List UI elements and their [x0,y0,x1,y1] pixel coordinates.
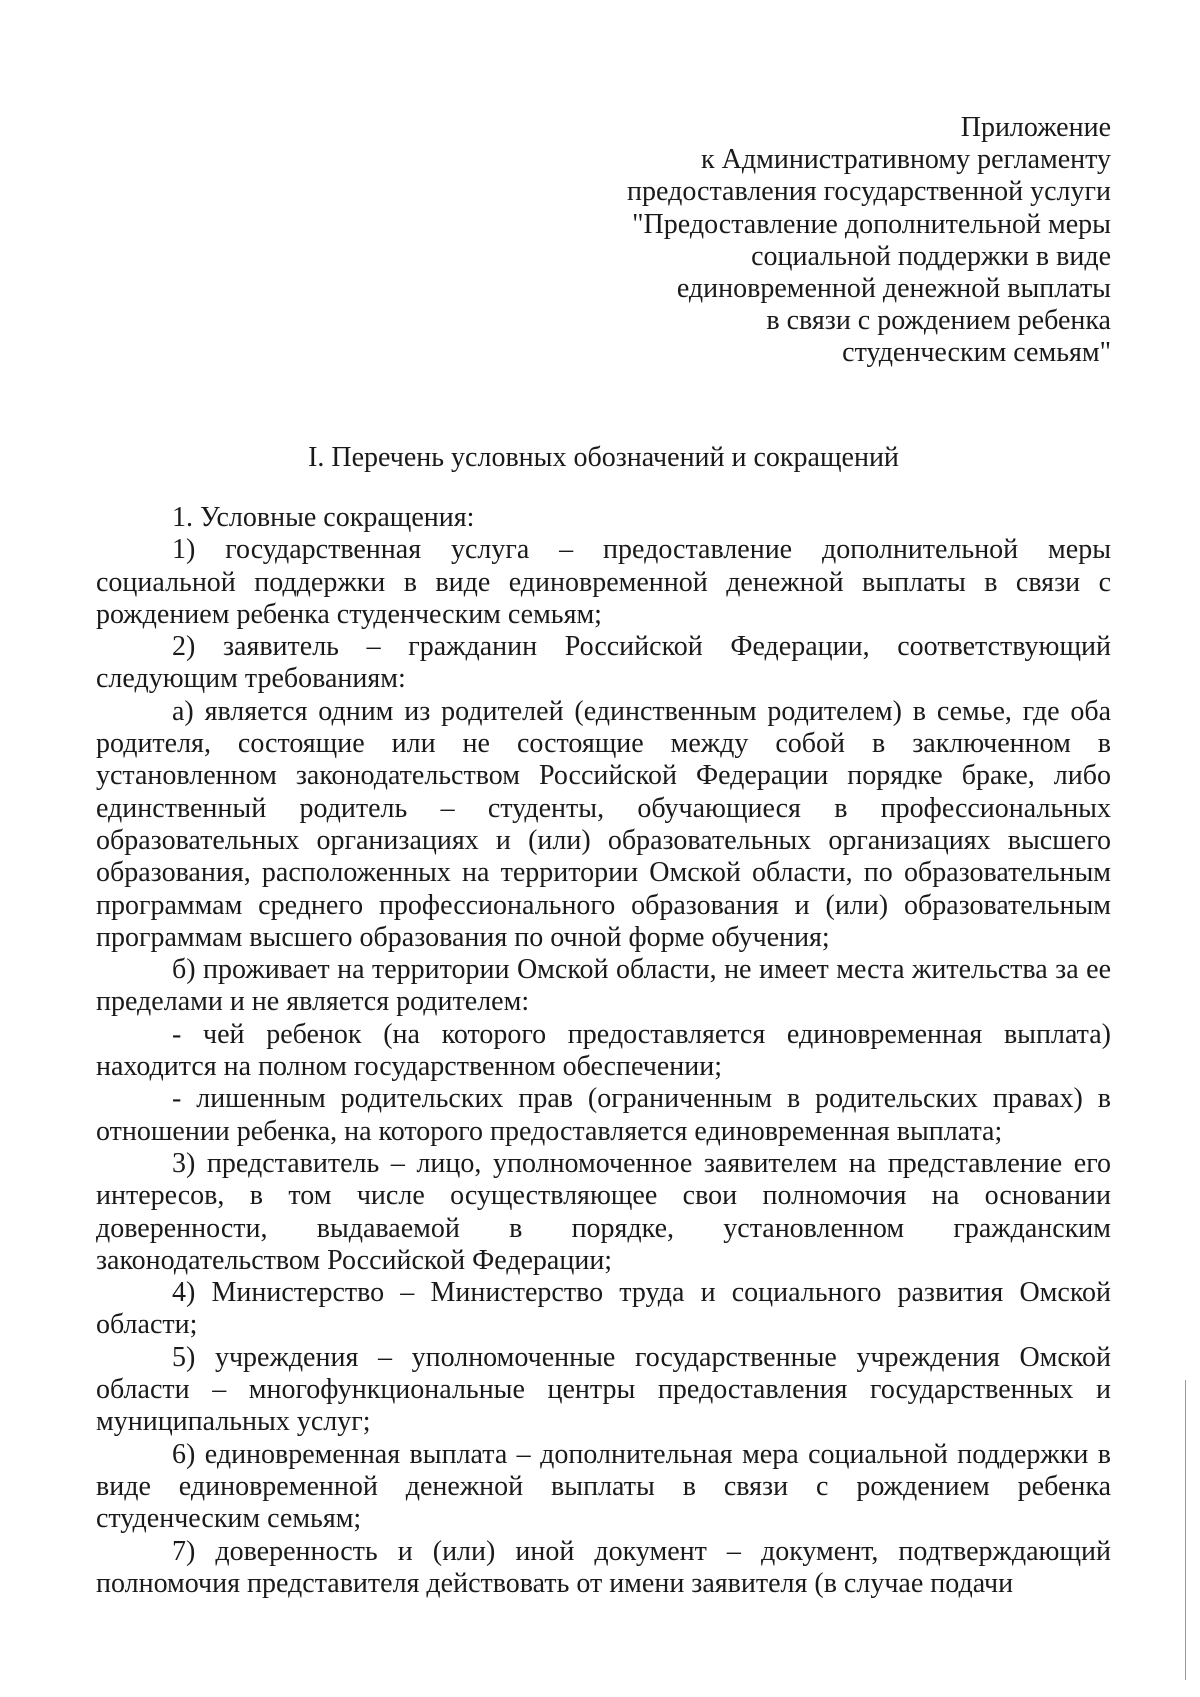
paragraph-applicant: 2) заявитель – гражданин Российской Федерации, соответствующий следующим требованиям: [96,631,1111,695]
annex-line: предоставления государственной услуги [627,176,1111,208]
annex-line: к Административному регламенту [701,144,1111,176]
paragraph-applicant-a: а) является одним из родителей (единственным родителем) в семье, где оба родителя, состоящие или не состоящие между собой в заключенном в установленном законодательством Российской Федерации порядке браке, либо единственный родитель – студенты, обучающиеся в профессиональных образовательных организациях и (или) образовательных организациях высшего образования, расположенных на территории Омской области, по образовательным программам среднего профессионального образования и (или) образовательным программам высшего образования по очной форме обучения; [96,695,1111,953]
annex-line: единовременной денежной выплаты [676,273,1111,305]
paragraph-applicant-b: б) проживает на территории Омской области, не имеет места жительства за ее пределами и не является родителем: [96,954,1111,1018]
annex-line: Приложение [960,112,1111,143]
paragraph-abbreviations-heading: 1. Условные сокращения: [172,502,475,533]
paragraph-state-service: 1) государственная услуга – предоставление дополнительной меры социальной поддержки в виде единовременной денежной выплаты в связи с рождением ребенка студенческим семьям; [96,534,1111,630]
annex-line: в связи с рождением ребенка [766,305,1111,337]
annex-line: студенческим семьям" [842,337,1111,369]
document-body [96,502,1111,1600]
paragraph-ministry: 4) Министерство – Министерство труда и социального развития Омской области; [96,1277,1111,1341]
section-title: I. Перечень условных обозначений и сокращений [308,442,899,473]
paragraph-applicant-b-dash2: - лишенным родительских прав (ограниченным в родительских правах) в отношении ребенка, на которого предоставляется единовременная выплата; [96,1083,1111,1147]
paragraph-applicant-b-dash1: - чей ребенок (на которого предоставляется единовременная выплата) находится на полном государственном обеспечении; [96,1018,1111,1083]
paragraph-representative: 3) представитель – лицо, уполномоченное заявителем на представление его интересов, в том числе осуществляющее свои полномочия на основании доверенности, выдаваемой в порядке, установленном гражданским законодательством Российской Федерации; [96,1147,1111,1276]
paragraph-power-of-attorney: 7) доверенность и (или) иной документ – документ, подтверждающий полномочия представителя действовать от имени заявителя (в случае подачи [96,1535,1111,1599]
paragraph-institutions: 5) учреждения – уполномоченные государственные учреждения Омской области – многофункциональные центры предоставления государственных и муниципальных услуг; [96,1341,1111,1438]
annex-line: "Предоставление дополнительной меры [632,208,1111,240]
scan-edge-line [1185,1380,1186,1680]
paragraph-lump-sum-payment: 6) единовременная выплата – дополнительная мера социальной поддержки в виде единовременной денежной выплаты в связи с рождением ребенка студенческим семьям; [96,1438,1111,1535]
annex-line: социальной поддержки в виде [751,240,1111,272]
annex-header [491,112,1111,370]
